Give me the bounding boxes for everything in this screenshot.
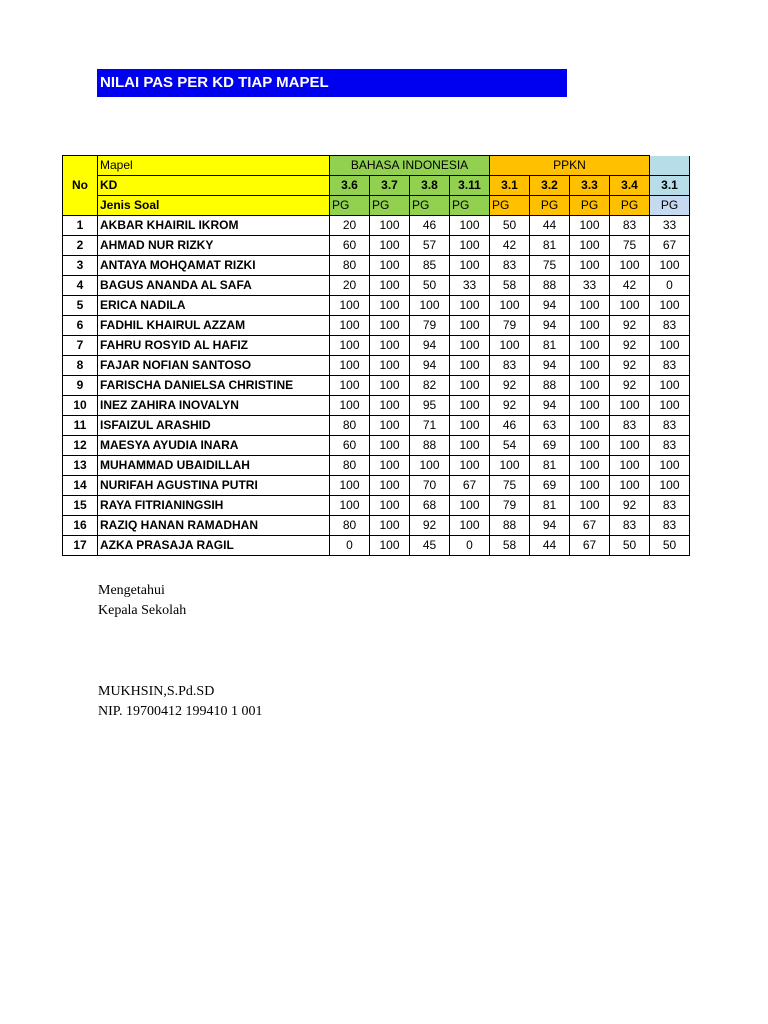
row-number: 6 [63, 316, 98, 336]
score-cell: 100 [370, 396, 410, 416]
score-cell: 80 [330, 256, 370, 276]
score-cell: 81 [530, 456, 570, 476]
score-cell: 83 [650, 436, 690, 456]
score-cell: 0 [650, 276, 690, 296]
score-cell: 83 [650, 316, 690, 336]
student-name: FADHIL KHAIRUL AZZAM [98, 316, 330, 336]
student-name: MUHAMMAD UBAIDILLAH [98, 456, 330, 476]
score-cell: 100 [410, 296, 450, 316]
table-row [63, 316, 690, 336]
score-cell: 100 [570, 236, 610, 256]
score-cell: 0 [330, 536, 370, 556]
score-cell: 60 [330, 236, 370, 256]
score-cell: 100 [330, 356, 370, 376]
score-cell: 100 [330, 376, 370, 396]
score-cell: 100 [370, 536, 410, 556]
table-row [63, 376, 690, 396]
score-cell: 79 [410, 316, 450, 336]
score-cell: 100 [450, 216, 490, 236]
student-name: NURIFAH AGUSTINA PUTRI [98, 476, 330, 496]
score-cell: 92 [610, 376, 650, 396]
score-cell: 100 [490, 296, 530, 316]
table-row [63, 356, 690, 376]
score-cell: 100 [450, 296, 490, 316]
table-row [63, 216, 690, 236]
score-cell: 100 [450, 436, 490, 456]
score-cell: 44 [530, 536, 570, 556]
score-cell: 100 [370, 476, 410, 496]
score-cell: 85 [410, 256, 450, 276]
kd-cell: 3.8 [410, 176, 450, 196]
score-cell: 100 [370, 376, 410, 396]
score-cell: 20 [330, 216, 370, 236]
score-cell: 83 [650, 356, 690, 376]
student-name: MAESYA AYUDIA INARA [98, 436, 330, 456]
score-cell: 92 [490, 376, 530, 396]
student-name: FAJAR NOFIAN SANTOSO [98, 356, 330, 376]
score-cell: 88 [490, 516, 530, 536]
score-cell: 100 [570, 376, 610, 396]
jenis-cell: PG [330, 196, 370, 216]
row-number: 17 [63, 536, 98, 556]
score-cell: 42 [610, 276, 650, 296]
score-cell: 92 [490, 396, 530, 416]
score-cell: 88 [530, 376, 570, 396]
score-cell: 67 [570, 536, 610, 556]
student-name: FAHRU ROSYID AL HAFIZ [98, 336, 330, 356]
score-cell: 82 [410, 376, 450, 396]
score-cell: 94 [530, 396, 570, 416]
page-title: NILAI PAS PER KD TIAP MAPEL [97, 69, 567, 97]
score-cell: 92 [610, 336, 650, 356]
score-cell: 100 [490, 336, 530, 356]
student-name: RAZIQ HANAN RAMADHAN [98, 516, 330, 536]
student-name: ISFAIZUL ARASHID [98, 416, 330, 436]
score-cell: 100 [370, 356, 410, 376]
score-cell: 50 [490, 216, 530, 236]
score-table [62, 155, 690, 556]
row-number: 9 [63, 376, 98, 396]
score-cell: 100 [610, 476, 650, 496]
header-kd: KD [98, 176, 330, 196]
score-cell: 100 [450, 236, 490, 256]
jenis-cell: PG [650, 196, 690, 216]
row-number: 7 [63, 336, 98, 356]
score-cell: 100 [330, 396, 370, 416]
subject-ppkn: PPKN [490, 156, 650, 176]
row-number: 4 [63, 276, 98, 296]
score-cell: 83 [490, 256, 530, 276]
score-cell: 100 [370, 436, 410, 456]
kd-cell: 3.1 [490, 176, 530, 196]
score-cell: 67 [650, 236, 690, 256]
header-row-kd [63, 176, 690, 196]
score-cell: 60 [330, 436, 370, 456]
score-cell: 94 [410, 336, 450, 356]
score-cell: 75 [610, 236, 650, 256]
score-cell: 100 [450, 516, 490, 536]
table-row [63, 236, 690, 256]
signature-name: MUKHSIN,S.Pd.SD [98, 684, 215, 699]
jenis-cell: PG [370, 196, 410, 216]
score-cell: 100 [610, 456, 650, 476]
score-cell: 75 [490, 476, 530, 496]
score-cell: 94 [530, 516, 570, 536]
score-cell: 94 [530, 356, 570, 376]
row-number: 1 [63, 216, 98, 236]
table-row [63, 536, 690, 556]
score-cell: 94 [410, 356, 450, 376]
jenis-cell: PG [530, 196, 570, 216]
score-cell: 100 [370, 516, 410, 536]
kd-cell: 3.11 [450, 176, 490, 196]
score-cell: 100 [370, 316, 410, 336]
header-row-mapel [63, 156, 690, 176]
score-cell: 83 [650, 416, 690, 436]
score-cell: 81 [530, 336, 570, 356]
kd-cell: 3.6 [330, 176, 370, 196]
score-cell: 100 [370, 276, 410, 296]
score-cell: 100 [370, 456, 410, 476]
jenis-cell: PG [450, 196, 490, 216]
jenis-cell: PG [410, 196, 450, 216]
score-cell: 83 [610, 516, 650, 536]
table-row [63, 276, 690, 296]
score-cell: 94 [530, 296, 570, 316]
score-cell: 67 [450, 476, 490, 496]
score-cell: 81 [530, 236, 570, 256]
score-cell: 100 [570, 436, 610, 456]
score-cell: 100 [450, 376, 490, 396]
score-cell: 100 [650, 476, 690, 496]
row-number: 15 [63, 496, 98, 516]
score-cell: 69 [530, 476, 570, 496]
score-cell: 0 [450, 536, 490, 556]
score-cell: 100 [570, 336, 610, 356]
score-cell: 63 [530, 416, 570, 436]
score-cell: 71 [410, 416, 450, 436]
score-cell: 100 [570, 416, 610, 436]
student-name: AHMAD NUR RIZKY [98, 236, 330, 256]
score-cell: 95 [410, 396, 450, 416]
score-cell: 100 [570, 476, 610, 496]
table-row [63, 456, 690, 476]
table-row [63, 436, 690, 456]
score-cell: 33 [650, 216, 690, 236]
row-number: 11 [63, 416, 98, 436]
score-cell: 100 [330, 316, 370, 336]
score-cell: 79 [490, 496, 530, 516]
score-cell: 100 [570, 296, 610, 316]
score-cell: 68 [410, 496, 450, 516]
score-cell: 100 [570, 456, 610, 476]
row-number: 12 [63, 436, 98, 456]
kd-cell: 3.7 [370, 176, 410, 196]
score-cell: 100 [610, 436, 650, 456]
score-cell: 100 [370, 496, 410, 516]
score-cell: 57 [410, 236, 450, 256]
score-cell: 100 [450, 496, 490, 516]
score-cell: 45 [410, 536, 450, 556]
row-number: 2 [63, 236, 98, 256]
score-cell: 46 [410, 216, 450, 236]
score-cell: 100 [450, 316, 490, 336]
score-cell: 100 [370, 216, 410, 236]
score-cell: 92 [610, 496, 650, 516]
score-cell: 100 [450, 336, 490, 356]
score-cell: 100 [650, 336, 690, 356]
student-name: FARISCHA DANIELSA CHRISTINE [98, 376, 330, 396]
kd-cell: 3.4 [610, 176, 650, 196]
header-row-jenis [63, 196, 690, 216]
score-cell: 100 [610, 296, 650, 316]
row-number: 10 [63, 396, 98, 416]
score-cell: 100 [370, 236, 410, 256]
score-cell: 100 [370, 336, 410, 356]
row-number: 14 [63, 476, 98, 496]
score-cell: 100 [570, 256, 610, 276]
score-cell: 88 [530, 276, 570, 296]
student-name: ANTAYA MOHQAMAT RIZKI [98, 256, 330, 276]
table-row [63, 396, 690, 416]
signature-nip: NIP. 19700412 199410 1 001 [98, 704, 263, 719]
row-number: 8 [63, 356, 98, 376]
score-cell: 80 [330, 416, 370, 436]
student-name: RAYA FITRIANINGSIH [98, 496, 330, 516]
kd-cell: 3.2 [530, 176, 570, 196]
student-name: INEZ ZAHIRA INOVALYN [98, 396, 330, 416]
student-name: BAGUS ANANDA AL SAFA [98, 276, 330, 296]
student-name: AZKA PRASAJA RAGIL [98, 536, 330, 556]
score-cell: 100 [650, 396, 690, 416]
score-cell: 79 [490, 316, 530, 336]
jenis-cell: PG [610, 196, 650, 216]
score-cell: 100 [610, 396, 650, 416]
score-cell: 100 [490, 456, 530, 476]
score-cell: 50 [610, 536, 650, 556]
score-cell: 83 [610, 216, 650, 236]
row-number: 5 [63, 296, 98, 316]
table-row [63, 336, 690, 356]
subject-bahasa-indonesia: BAHASA INDONESIA [330, 156, 490, 176]
score-cell: 46 [490, 416, 530, 436]
score-cell: 80 [330, 456, 370, 476]
score-cell: 94 [530, 316, 570, 336]
score-cell: 50 [650, 536, 690, 556]
table-row [63, 296, 690, 316]
student-name: ERICA NADILA [98, 296, 330, 316]
table-row [63, 256, 690, 276]
score-cell: 58 [490, 276, 530, 296]
score-cell: 70 [410, 476, 450, 496]
header-jenis-soal: Jenis Soal [98, 196, 330, 216]
score-cell: 100 [650, 376, 690, 396]
score-cell: 83 [650, 496, 690, 516]
table-row [63, 476, 690, 496]
score-cell: 83 [650, 516, 690, 536]
score-cell: 58 [490, 536, 530, 556]
table-row [63, 416, 690, 436]
score-cell: 54 [490, 436, 530, 456]
score-cell: 100 [570, 496, 610, 516]
score-cell: 100 [650, 296, 690, 316]
header-no: No [63, 156, 98, 216]
score-cell: 100 [410, 456, 450, 476]
score-cell: 100 [650, 256, 690, 276]
score-cell: 100 [570, 356, 610, 376]
signature-mengetahui: Mengetahui [98, 583, 165, 598]
score-cell: 100 [570, 396, 610, 416]
score-cell: 100 [370, 416, 410, 436]
score-cell: 100 [330, 476, 370, 496]
score-cell: 44 [530, 216, 570, 236]
subject-next [650, 156, 690, 176]
score-cell: 83 [490, 356, 530, 376]
jenis-cell: PG [570, 196, 610, 216]
header-mapel: Mapel [98, 156, 330, 176]
score-cell: 100 [650, 456, 690, 476]
score-cell: 33 [450, 276, 490, 296]
score-cell: 75 [530, 256, 570, 276]
score-cell: 100 [330, 336, 370, 356]
score-cell: 92 [610, 356, 650, 376]
score-cell: 33 [570, 276, 610, 296]
score-cell: 100 [450, 356, 490, 376]
kd-cell: 3.3 [570, 176, 610, 196]
score-cell: 92 [610, 316, 650, 336]
row-number: 16 [63, 516, 98, 536]
score-cell: 100 [450, 396, 490, 416]
kd-cell: 3.1 [650, 176, 690, 196]
signature-position: Kepala Sekolah [98, 603, 187, 618]
score-cell: 100 [450, 256, 490, 276]
score-cell: 69 [530, 436, 570, 456]
jenis-cell: PG [490, 196, 530, 216]
score-cell: 88 [410, 436, 450, 456]
score-cell: 83 [610, 416, 650, 436]
score-cell: 100 [370, 296, 410, 316]
score-cell: 100 [570, 316, 610, 336]
table-row [63, 496, 690, 516]
table-body [63, 156, 690, 556]
student-name: AKBAR KHAIRIL IKROM [98, 216, 330, 236]
row-number: 3 [63, 256, 98, 276]
table-row [63, 516, 690, 536]
score-cell: 100 [570, 216, 610, 236]
score-cell: 50 [410, 276, 450, 296]
score-cell: 100 [610, 256, 650, 276]
score-cell: 100 [330, 496, 370, 516]
score-cell: 100 [450, 416, 490, 436]
score-cell: 100 [370, 256, 410, 276]
score-cell: 42 [490, 236, 530, 256]
score-cell: 100 [330, 296, 370, 316]
score-cell: 67 [570, 516, 610, 536]
score-cell: 92 [410, 516, 450, 536]
score-cell: 20 [330, 276, 370, 296]
score-cell: 80 [330, 516, 370, 536]
row-number: 13 [63, 456, 98, 476]
score-cell: 81 [530, 496, 570, 516]
score-cell: 100 [450, 456, 490, 476]
